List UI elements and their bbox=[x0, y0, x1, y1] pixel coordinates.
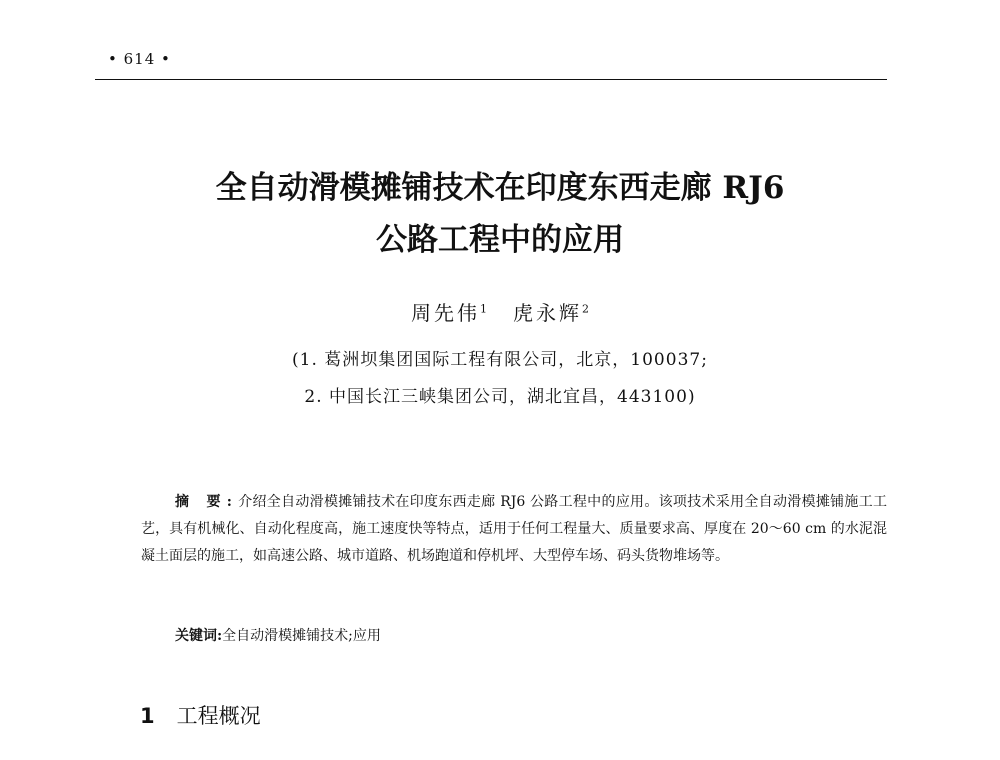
author-affil-mark-1: 1 bbox=[480, 302, 487, 316]
section-title: 工程概况 bbox=[176, 704, 261, 728]
author-name-2: 虎永辉 bbox=[513, 301, 582, 325]
paper-title-line-1: 全自动滑模摊铺技术在印度东西走廊 RJ6 bbox=[215, 170, 785, 206]
abstract bbox=[141, 489, 887, 570]
affiliation-line-1: (1. 葛洲坝集团国际工程有限公司，北京，100037; bbox=[292, 350, 708, 370]
author-name-1: 周先伟 bbox=[411, 301, 480, 325]
affiliation-line-2: 2. 中国长江三峡集团公司，湖北宜昌，443100) bbox=[304, 387, 696, 407]
keywords-text: 全自动滑模摊铺技术;应用 bbox=[222, 628, 381, 644]
abstract-text: 介绍全自动滑模摊铺技术在印度东西走廊 RJ6 公路工程中的应用。该项技术采用全自动滑模摊铺施工工艺，具有机械化、自动化程度高，施工速度快等特点，适用于任何工程量大、质量要求高、厚度在 20～60 cm 的水泥混凝土面层的施工，如高速公路、城市道路、机场跑道和停机坪、大型停车场、码头货物堆场等。 bbox=[141, 494, 887, 564]
header-rule bbox=[95, 79, 887, 80]
page-number: • 614 • bbox=[108, 50, 171, 68]
keywords bbox=[175, 625, 381, 645]
section-number: 1 bbox=[140, 704, 155, 728]
section-heading bbox=[140, 700, 261, 730]
keywords-label: 关键词: bbox=[175, 628, 223, 644]
paper-title-line-2: 公路工程中的应用 bbox=[376, 222, 624, 258]
abstract-label: 摘 要: bbox=[175, 494, 238, 510]
author-affil-mark-2: 2 bbox=[582, 302, 589, 316]
author-list bbox=[0, 297, 1000, 326]
